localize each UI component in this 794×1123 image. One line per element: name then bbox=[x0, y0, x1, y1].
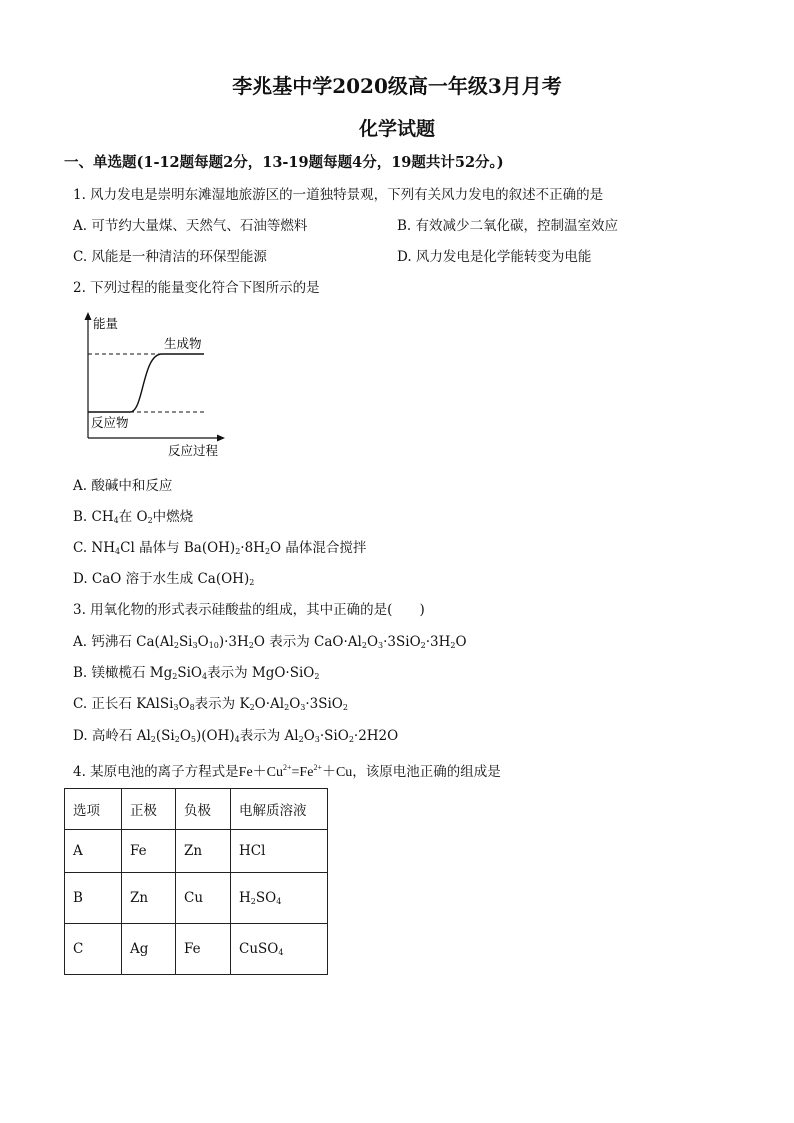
q2-option-a: A. 酸碱中和反应 bbox=[73, 478, 173, 494]
table-cell: CuSO$_4$ bbox=[231, 924, 328, 975]
q2-option-b: B. $CH_4$在 $O_2$中燃烧 bbox=[73, 509, 194, 525]
header-cell: 电解质溶液 bbox=[231, 789, 328, 830]
table-cell: Zn bbox=[176, 830, 231, 873]
exam-subtitle: 化学试题 bbox=[358, 118, 435, 140]
table-header-row bbox=[65, 789, 328, 830]
q2-stem: 2. 下列过程的能量变化符合下图所示的是 bbox=[73, 280, 320, 296]
header-cell: 选项 bbox=[65, 789, 122, 830]
q1-option-d: D. 风力发电是化学能转变为电能 bbox=[397, 249, 592, 265]
q4-stem: 4. 某原电池的离子方程式是$Fe+Cu^{2+}=Fe^{2+}+Cu$，该原电池正确的组成是 bbox=[73, 763, 501, 780]
ionic-equation: $Fe+Cu^{2+}=Fe^{2+}+Cu$ bbox=[238, 763, 353, 780]
table-cell: HCl bbox=[231, 830, 328, 873]
q2-option-d: D. CaO 溶于水生成 $Ca(OH)_2$ bbox=[73, 571, 255, 587]
q3-option-c: C. 正长石 $KAlSi_3O_8$表示为 $K_2O\cdot Al_2O_3\cdot 3SiO_2$ bbox=[73, 696, 348, 712]
energy-curve bbox=[88, 354, 204, 412]
y-axis-arrow bbox=[85, 312, 92, 320]
header-cell: 正极 bbox=[122, 789, 176, 830]
table-cell: A bbox=[65, 830, 122, 873]
product-label: 生成物 bbox=[164, 336, 202, 351]
energy-diagram bbox=[72, 310, 232, 460]
reactant-label: 反应物 bbox=[91, 415, 129, 430]
q1-stem: 1. 风力发电是崇明东滩湿地旅游区的一道独特景观，下列有关风力发电的叙述不正确的是 bbox=[73, 187, 604, 203]
table-cell: $H_2SO_4$ bbox=[231, 873, 328, 924]
header-cell: 负极 bbox=[176, 789, 231, 830]
battery-options-table bbox=[64, 788, 328, 975]
table-row bbox=[65, 924, 328, 975]
q3-option-b: B. 镁橄榄石 $Mg_2SiO_4$表示为 MgO·SiO$_2$ bbox=[73, 665, 320, 681]
q3-stem: 3. 用氧化物的形式表示硅酸盐的组成，其中正确的是( ) bbox=[73, 602, 425, 618]
table-cell: C bbox=[65, 924, 122, 975]
table-cell: Zn bbox=[122, 873, 176, 924]
x-axis-label: 反应过程 bbox=[168, 443, 219, 458]
table-cell: Fe bbox=[176, 924, 231, 975]
table-cell: B bbox=[65, 873, 122, 924]
table-cell: Ag bbox=[122, 924, 176, 975]
q1-option-b: B. 有效减少二氧化碳，控制温室效应 bbox=[397, 218, 619, 234]
q3-option-a: A. 钙沸石 $Ca(Al_2Si_3O_{10})\cdot 3H_2O$ 表示为 $CaO\cdot Al_2O_3\cdot 3SiO_2\cdot 3H_2O$ bbox=[73, 634, 467, 650]
x-axis-arrow bbox=[217, 435, 225, 442]
table-row bbox=[65, 830, 328, 873]
q1-option-a: A. 可节约大量煤、天然气、石油等燃料 bbox=[73, 218, 308, 234]
table-row bbox=[65, 873, 328, 924]
table-cell: Cu bbox=[176, 873, 231, 924]
section-heading: 一、单选题(1-12题每题2分，13-19题每题4分，19题共计52分。) bbox=[64, 154, 504, 171]
q3-option-d: D. 高岭石 $Al_2(Si_2O_5)(OH)_4$表示为 $Al_2O_3\cdot SiO_2\cdot 2H2O$ bbox=[73, 728, 399, 744]
exam-title: 李兆基中学2020级高一年级3月月考 bbox=[232, 74, 562, 98]
table-cell: Fe bbox=[122, 830, 176, 873]
y-axis-label: 能量 bbox=[93, 316, 119, 331]
q1-option-c: C. 风能是一种清洁的环保型能源 bbox=[73, 249, 267, 265]
q2-option-c: C. $NH_4Cl$ 晶体与 $Ba(OH)_2\cdot 8H_2O$ 晶体混合搅拌 bbox=[73, 540, 367, 556]
